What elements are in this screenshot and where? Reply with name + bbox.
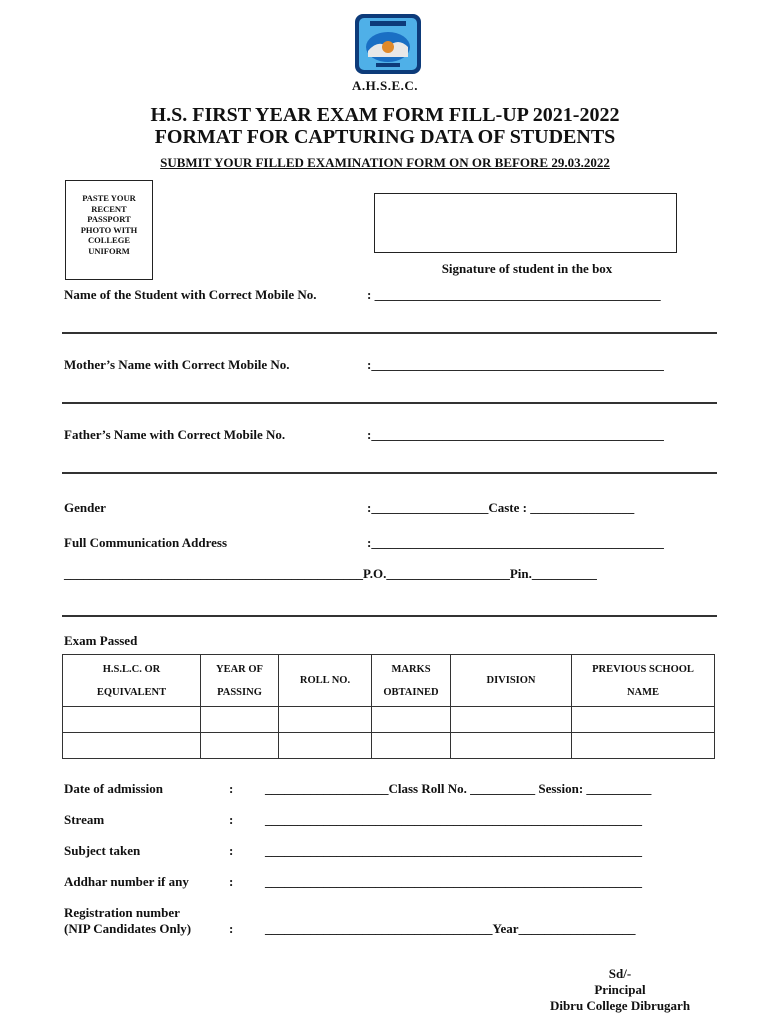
divider xyxy=(62,332,717,334)
gender-label: Gender xyxy=(64,500,106,515)
stream-label: Stream xyxy=(64,812,105,827)
date-of-admission-field[interactable]: ___________________Class Roll No. __________ Session: __________ xyxy=(265,781,652,796)
colon: : xyxy=(229,843,234,858)
form-title-line1: H.S. FIRST YEAR EXAM FORM FILL-UP 2021-2022 xyxy=(150,104,620,126)
table-cell[interactable] xyxy=(279,707,372,733)
date-of-admission-label: Date of admission xyxy=(64,781,163,796)
address-field[interactable]: :_____________________________________________ xyxy=(367,535,664,550)
table-cell[interactable] xyxy=(201,733,279,759)
divider xyxy=(62,402,717,404)
mother-name-label: Mother’s Name with Correct Mobile No. xyxy=(64,357,290,372)
father-name-label: Father’s Name with Correct Mobile No. xyxy=(64,427,286,442)
table-header-row xyxy=(63,655,715,707)
principal-signature-block xyxy=(535,966,705,1014)
form-title-line2: FORMAT FOR CAPTURING DATA OF STUDENTS xyxy=(154,126,616,148)
table-row xyxy=(63,707,715,733)
exam-passed-table xyxy=(62,654,715,759)
college-name: Dibru College Dibrugarh xyxy=(549,998,691,1013)
signature-box[interactable] xyxy=(374,193,677,253)
photo-instructions: PASTE YOUR RECENT PASSPORT PHOTO WITH COLLEGE UNIFORM xyxy=(80,193,138,256)
divider xyxy=(62,615,717,617)
address-label: Full Communication Address xyxy=(64,535,228,550)
table-cell[interactable] xyxy=(572,707,715,733)
student-name-label: Name of the Student with Correct Mobile No. xyxy=(64,287,317,302)
colon: : xyxy=(229,921,234,936)
table-cell[interactable] xyxy=(201,707,279,733)
col-hslc: H.S.L.C. OR EQUIVALENT xyxy=(63,655,201,707)
registration-sublabel: (NIP Candidates Only) xyxy=(64,921,192,936)
colon: : xyxy=(229,812,234,827)
photo-box[interactable] xyxy=(65,180,153,280)
registration-field[interactable]: ___________________________________Year__________________ xyxy=(265,921,636,936)
signature-caption: Signature of student in the box xyxy=(441,261,613,276)
subject-taken-field[interactable]: __________________________________________________________ xyxy=(265,843,642,858)
col-year-of-passing: YEAR OF PASSING xyxy=(201,655,279,707)
exam-passed-title: Exam Passed xyxy=(64,633,138,648)
submission-deadline: SUBMIT YOUR FILLED EXAMINATION FORM ON OR BEFORE 29.03.2022 xyxy=(160,155,610,170)
stream-field[interactable]: __________________________________________________________ xyxy=(265,812,642,827)
table-cell[interactable] xyxy=(63,707,201,733)
registration-label: Registration number xyxy=(64,905,180,920)
table-cell[interactable] xyxy=(451,733,572,759)
table-cell[interactable] xyxy=(451,707,572,733)
subject-taken-label: Subject taken xyxy=(64,843,141,858)
sd-text: Sd/- xyxy=(608,966,632,981)
colon: : xyxy=(229,874,234,889)
org-name: A.H.S.E.C. xyxy=(351,78,419,93)
table-cell[interactable] xyxy=(63,733,201,759)
aadhar-label: Addhar number if any xyxy=(64,874,189,889)
father-name-field[interactable]: :_____________________________________________ xyxy=(367,427,664,442)
ahsec-logo xyxy=(354,13,422,75)
mother-name-field[interactable]: :_____________________________________________ xyxy=(367,357,664,372)
table-cell[interactable] xyxy=(372,733,451,759)
col-roll-no: ROLL NO. xyxy=(279,655,372,707)
principal-title: Principal xyxy=(594,982,646,997)
gender-caste-field[interactable]: :__________________Caste : ________________ xyxy=(367,500,635,515)
col-previous-school: PREVIOUS SCHOOL NAME xyxy=(572,655,715,707)
col-marks-obtained: MARKS OBTAINED xyxy=(372,655,451,707)
aadhar-field[interactable]: __________________________________________________________ xyxy=(265,874,642,889)
colon: : xyxy=(229,781,234,796)
col-division: DIVISION xyxy=(451,655,572,707)
student-name-field[interactable]: : ____________________________________________ xyxy=(367,287,661,302)
table-row xyxy=(63,733,715,759)
address-line2-field[interactable]: ______________________________________________P.O.___________________Pin.__________ xyxy=(64,566,597,581)
divider xyxy=(62,472,717,474)
table-cell[interactable] xyxy=(279,733,372,759)
table-cell[interactable] xyxy=(572,733,715,759)
table-cell[interactable] xyxy=(372,707,451,733)
